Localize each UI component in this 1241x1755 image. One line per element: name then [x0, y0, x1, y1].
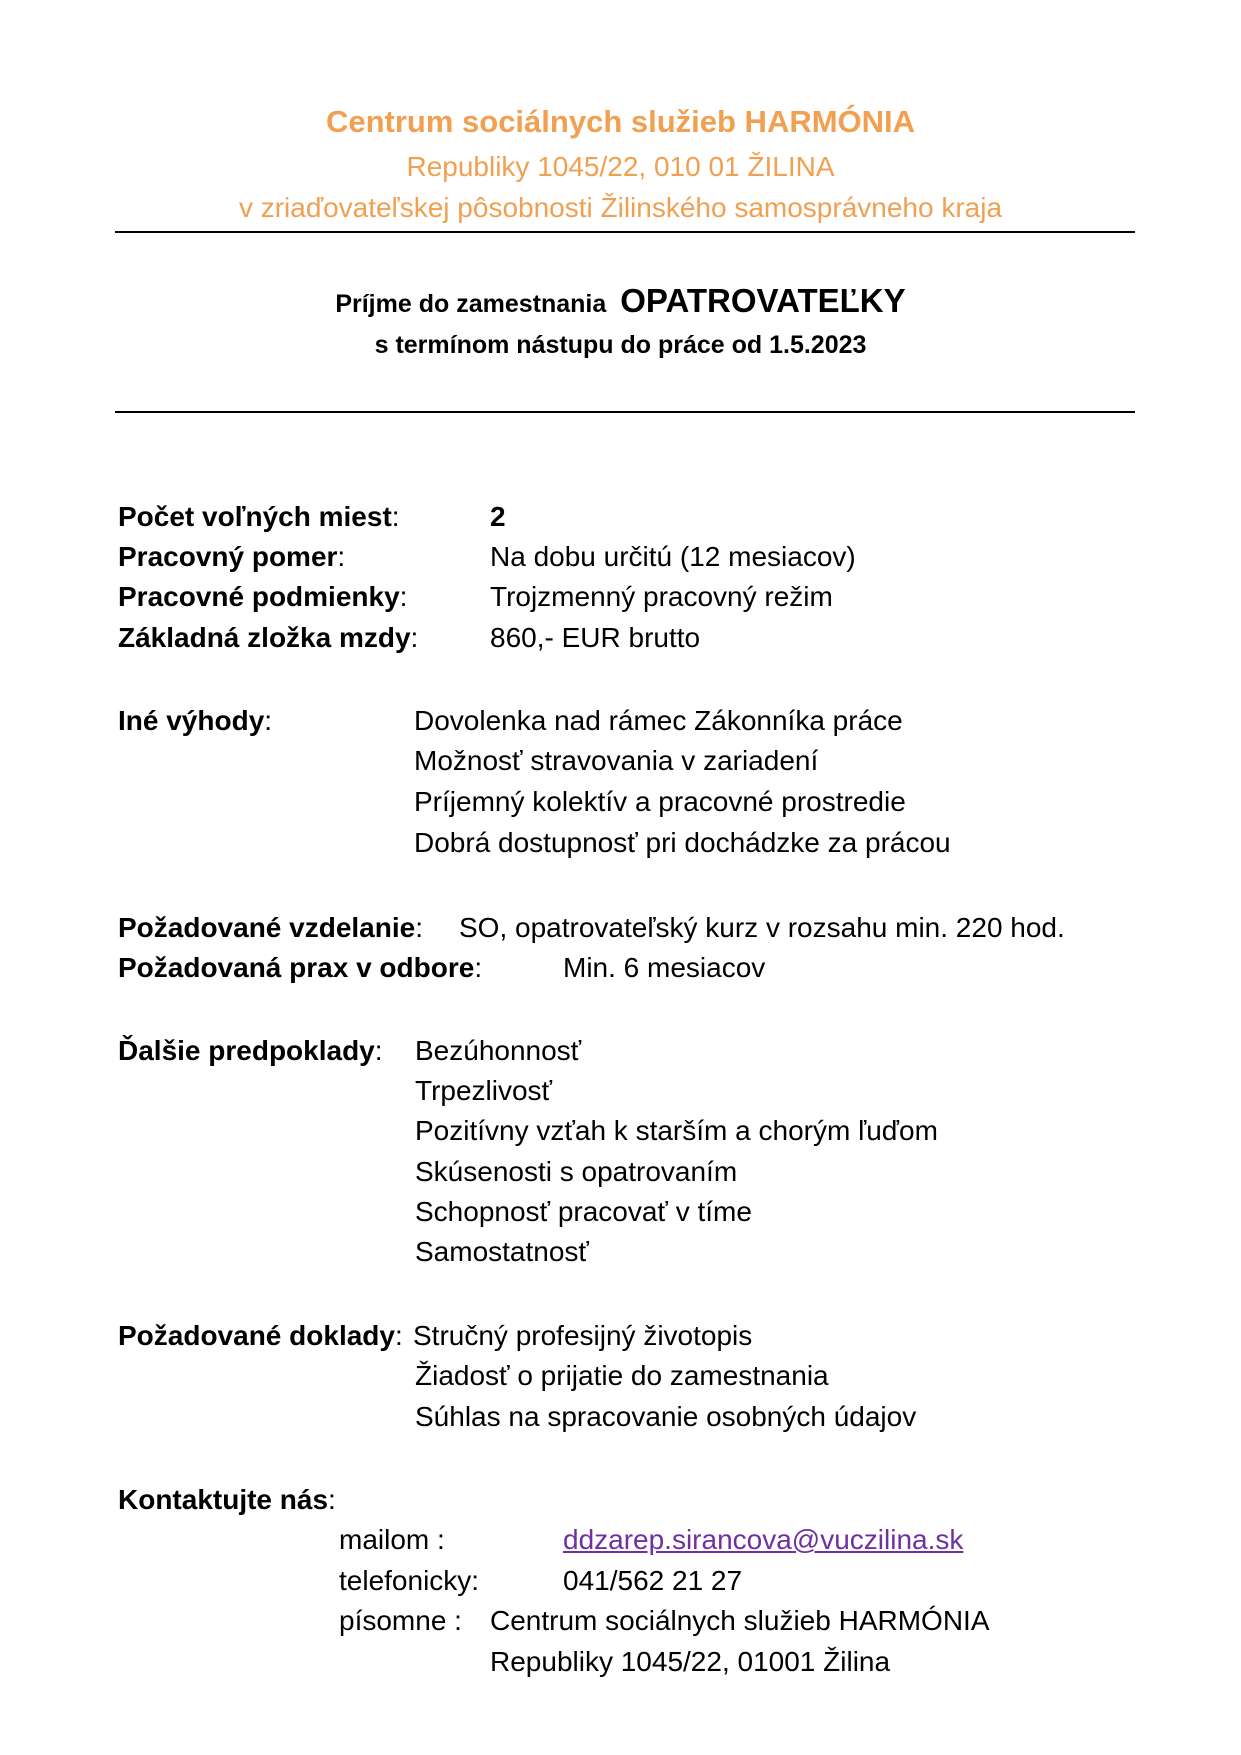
job-start-date: s termínom nástupu do práce od 1.5.2023: [374, 331, 867, 359]
header-divider: [115, 231, 1135, 233]
job-position: OPATROVATEĽKY: [620, 282, 906, 319]
education-label: Požadované vzdelanie:: [118, 912, 423, 943]
org-authority: v zriaďovateľskej pôsobnosti Žilinského samosprávneho kraja: [238, 192, 1003, 223]
job-title-lead: Príjme do zamestnania: [335, 290, 607, 318]
detail-value-salary: 860,- EUR brutto: [490, 622, 701, 653]
requirement-item: Samostatnosť: [415, 1236, 589, 1267]
contact-post-line1: Centrum sociálnych služieb HARMÓNIA: [490, 1605, 990, 1636]
contact-email-link[interactable]: ddzarep.sirancova@vuczilina.sk: [563, 1524, 964, 1555]
detail-label-employment: Pracovný pomer:: [118, 541, 346, 572]
document-item: Žiadosť o prijatie do zamestnania: [415, 1360, 829, 1391]
document-item: Súhlas na spracovanie osobných údajov: [415, 1401, 917, 1432]
detail-value-vacancies: 2: [490, 501, 506, 532]
requirement-item: Skúsenosti s opatrovaním: [415, 1156, 738, 1187]
detail-value-employment: Na dobu určitú (12 mesiacov): [490, 541, 856, 572]
documents-label: Požadované doklady:: [118, 1320, 403, 1351]
detail-label-vacancies: Počet voľných miest:: [118, 501, 400, 532]
benefits-label: Iné výhody:: [118, 705, 273, 736]
contact-post-label: písomne :: [339, 1605, 462, 1636]
org-address: Republiky 1045/22, 010 01 ŽILINA: [406, 151, 835, 182]
requirement-item: Bezúhonnosť: [415, 1035, 582, 1066]
document-item: Stručný profesijný životopis: [413, 1320, 753, 1351]
benefit-item: Dobrá dostupnosť pri dochádzke za prácou: [414, 827, 951, 858]
benefit-item: Príjemný kolektív a pracovné prostredie: [414, 786, 906, 817]
contact-post-line2: Republiky 1045/22, 01001 Žilina: [490, 1646, 891, 1677]
detail-label-conditions: Pracovné podmienky:: [118, 581, 408, 612]
practice-label: Požadovaná prax v odbore:: [118, 952, 483, 983]
job-title: [0, 282, 1241, 320]
requirement-item: Trpezlivosť: [415, 1075, 553, 1106]
contact-mail-label: mailom :: [339, 1524, 445, 1555]
requirement-item: Schopnosť pracovať v tíme: [415, 1196, 752, 1227]
contact-phone-label: telefonicky:: [339, 1565, 480, 1596]
practice-value: Min. 6 mesiacov: [563, 952, 766, 983]
detail-value-conditions: Trojzmenný pracovný režim: [490, 581, 833, 612]
requirements-label: Ďalšie predpoklady:: [118, 1035, 383, 1066]
contact-label: Kontaktujte nás:: [118, 1484, 336, 1515]
benefit-item: Možnosť stravovania v zariadení: [414, 745, 819, 776]
title-divider: [115, 411, 1135, 413]
detail-label-salary: Základná zložka mzdy:: [118, 622, 419, 653]
education-value: SO, opatrovateľský kurz v rozsahu min. 220 hod.: [459, 912, 1065, 943]
benefit-item: Dovolenka nad rámec Zákonníka práce: [414, 705, 903, 736]
org-name: Centrum sociálnych služieb HARMÓNIA: [325, 104, 916, 139]
requirement-item: Pozitívny vzťah k starším a chorým ľuďom: [415, 1115, 938, 1146]
contact-phone-value: 041/562 21 27: [563, 1565, 743, 1596]
